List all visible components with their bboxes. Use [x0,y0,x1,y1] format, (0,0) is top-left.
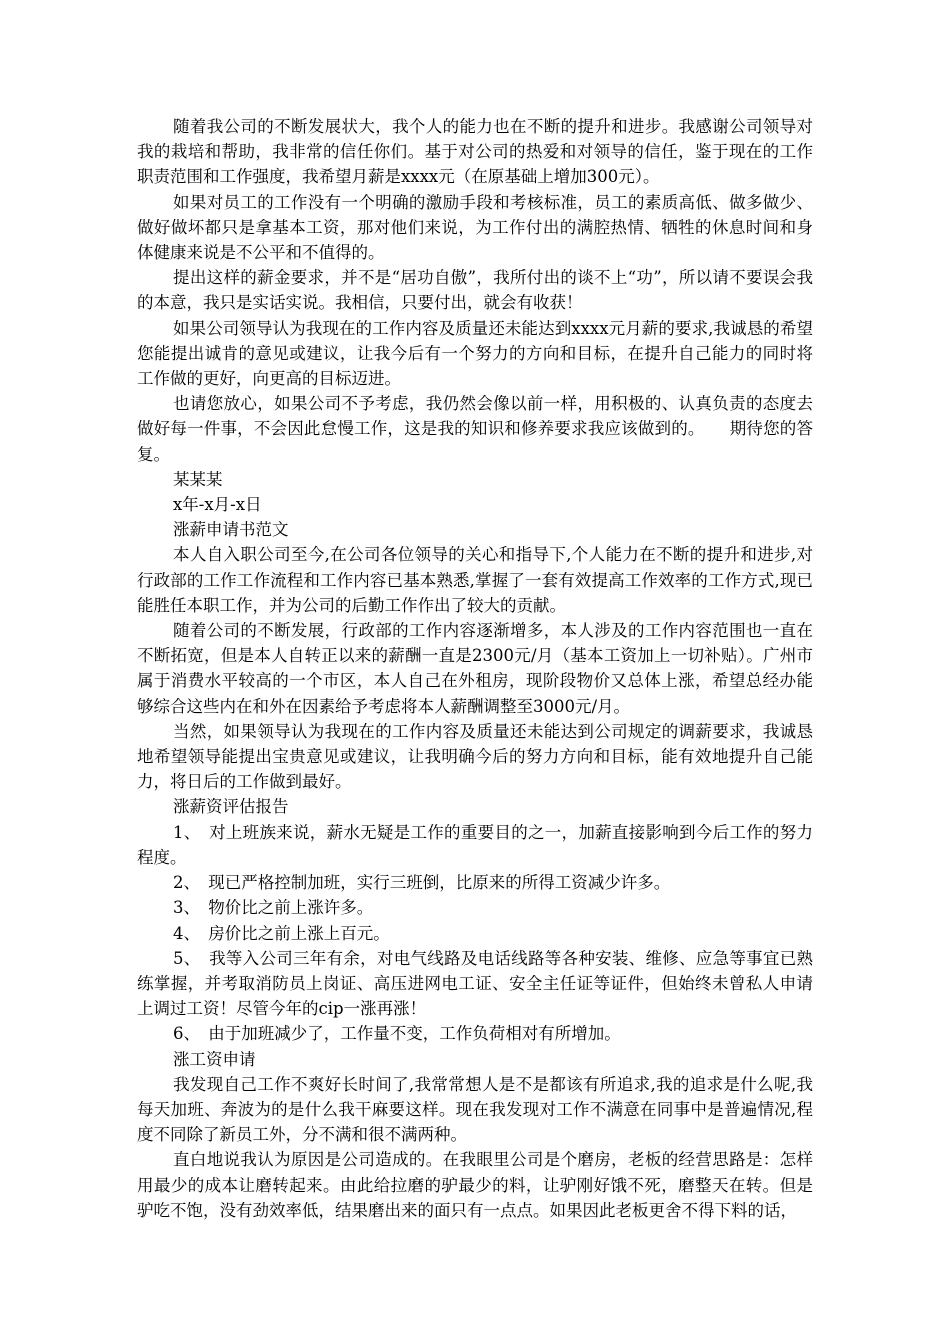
paragraph-request-reason: 提出这样的薪金要求，并不是“居功自傲”，我所付出的谈不上“功”，所以请不要误会我的本意，我只是实话实说。我相信，只要付出，就会有收获！ [137,268,813,313]
paragraph-suggestion: 如果公司领导认为我现在的工作内容及质量还未能达到xxxx元月薪的要求,我诚恳的希望您能提出诚肯的意见或建议，让我今后有一个努力的方向和目标，在提升自己能力的同时将工作做的更好，向更高的目标迈进。 [137,318,813,389]
list-item: 3、 物价比之前上涨许多。 [173,898,374,918]
list-item: 1、 对上班族来说，薪水无疑是工作的重要目的之一，加薪直接影响到今后工作的努力程度。 [137,822,813,867]
paragraph-mill-analogy: 直白地说我认为原因是公司造成的。在我眼里公司是个磨房，老板的经营思路是：怎样用最少的成本让磨转起来。由此给拉磨的驴最少的料，让驴刚好饿不死，磨整天在转。但是驴吃不饱，没有劲效率低，结果磨出来的面只有一点点。如果因此老板更舍不得下料的话， [137,1150,813,1220]
signature-name: 某某某 [173,469,223,489]
section-heading-evaluation: 涨薪资评估报告 [173,797,289,817]
section-heading-sample: 涨薪申请书范文 [173,520,289,540]
paragraph-sample-intro: 本人自入职公司至今,在公司各位领导的关心和指导下,个人能力在不断的提升和进步,对行政部的工作工作流程和工作内容已基本熟悉,掌握了一套有效提高工作效率的工作方式,现已能胜任本职工作，并为公司的后勤工作作出了较大的贡献。 [137,545,813,615]
paragraph-incentive: 如果对员工的工作没有一个明确的激励手段和考核标准，员工的素质高低、做多做少、做好做坏都只是拿基本工资，那对他们来说，为工作付出的满腔热情、牺牲的休息时间和身体健康来说是不公平和不值得的。 [137,192,813,263]
list-item: 2、 现已严格控制加班，实行三班倒，比原来的所得工资减少许多。 [173,873,671,893]
paragraph-raise-intro: 随着我公司的不断发展状大，我个人的能力也在不断的提升和进步。我感谢公司领导对我的栽培和帮助，我非常的信任你们。基于对公司的热爱和对领导的信任，鉴于现在的工作职责范围和工作强度，我希望月薪是xxxx元（在原基础上增加300元）。 [137,117,813,187]
list-item: 6、 由于加班减少了，工作量不变，工作负荷相对有所增加。 [173,1024,621,1044]
list-item: 5、 我等入公司三年有余，对电气线路及电话线路等各种安装、维修、应急等事宜已熟练掌握，并考取消防员上岗证、高压进网电工证、安全主任证等证件，但始终未曾私人申请上调过工资！尽管今年的cip一涨再涨！ [137,948,813,1019]
paragraph-closing: 也请您放心，如果公司不予考虑，我仍然会像以前一样，用积极的、认真负责的态度去做好每一件事，不会因此怠慢工作，这是我的知识和修养要求我应该做到的。 期待您的答复。 [137,394,813,464]
section-heading-application: 涨工资申请 [173,1049,256,1069]
paragraph-sample-closing: 当然，如果领导认为我现在的工作内容及质量还未能达到公司规定的调薪要求，我诚恳地希望领导能提出宝贵意见或建议，让我明确今后的努力方向和目标，能有效地提升自己能力，将日后的工作做到最好。 [137,721,813,792]
paragraph-dissatisfaction: 我发现自己工作不爽好长时间了,我常常想人是不是都该有所追求,我的追求是什么呢,我每天加班、奔波为的是什么我干麻要这样。现在我发现对工作不满意在同事中是普遍情况,程度不同除了新员工外，分不满和很不满两种。 [137,1074,813,1145]
list-item: 4、 房价比之前上涨上百元。 [173,923,390,943]
signature-date: x年-x月-x日 [173,495,262,515]
paragraph-sample-salary: 随着公司的不断发展，行政部的工作内容逐渐增多，本人涉及的工作内容范围也一直在不断拓宽，但是本人自转正以来的薪酬一直是2300元/月（基本工资加上一切补贴）。广州市属于消费水平较高的一个市区，本人自己在外租房，现阶段物价又总体上涨，希望总经办能够综合这些内在和外在因素给予考虑将本人薪酬调整至3000元/月。 [137,621,813,716]
document-body [137,114,813,1223]
